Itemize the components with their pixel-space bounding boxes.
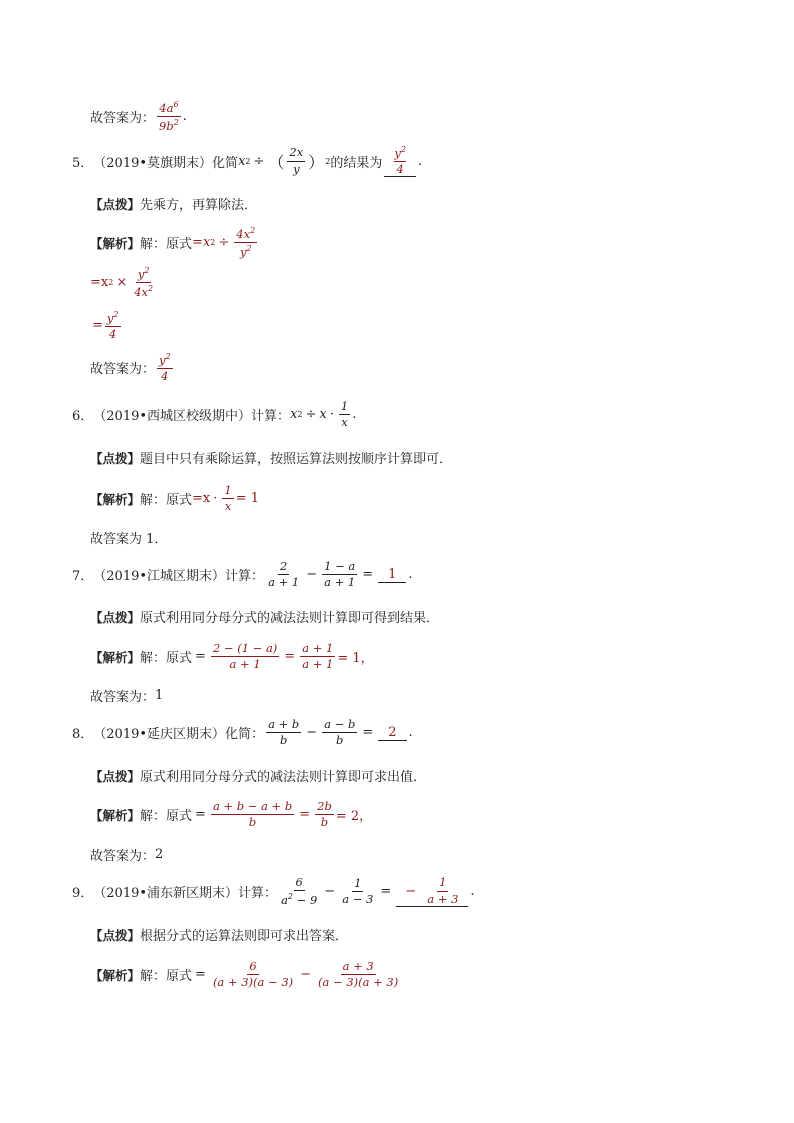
solution-fraction — [315, 800, 334, 829]
fraction-denominator: y — [293, 161, 300, 176]
answer-fraction — [157, 100, 181, 133]
hint-text: 题目中只有乘除运算，按照运算法则按顺序计算即可． — [140, 452, 453, 467]
question-fraction — [287, 146, 305, 175]
question-text: 计算： — [251, 409, 291, 425]
equals: = — [195, 807, 206, 823]
q7-hint — [90, 607, 439, 626]
q7-answer — [90, 686, 163, 705]
exponent: 2 — [246, 244, 252, 254]
q6-solution — [90, 484, 259, 513]
fraction-numerator: a + b − a + b — [211, 800, 294, 815]
q5-answer — [90, 352, 175, 383]
hint-text: 原式利用同分母分式的减法法则计算即可求出值． — [140, 770, 427, 785]
solution-label: 【解析】 — [90, 649, 141, 665]
fraction-denominator: a — [281, 893, 288, 908]
solution-fraction — [300, 642, 335, 671]
paren-close: ） — [308, 152, 325, 172]
fraction-denominator: 4x — [134, 284, 149, 299]
q6-answer — [90, 528, 167, 547]
solution-fraction — [211, 800, 294, 829]
equals: = — [192, 235, 203, 251]
exponent: 2 — [210, 238, 216, 248]
math-var: x — [238, 153, 246, 169]
answer-blank — [384, 145, 416, 177]
minus-sign: − — [324, 884, 336, 900]
q7-solution — [90, 642, 374, 671]
hint-label: 【点拨】 — [90, 609, 141, 625]
math-var: x — [319, 407, 327, 423]
equals: = — [92, 318, 103, 334]
question-fraction — [266, 560, 301, 589]
fraction-denominator: a + 1 — [229, 657, 261, 672]
solution-intro: 解：原式 — [140, 651, 193, 667]
question-source: （2019•延庆区期末） — [93, 727, 226, 743]
question-9 — [72, 876, 475, 907]
question-number: 8． — [72, 727, 94, 743]
equals: = — [362, 725, 374, 741]
q8-answer — [90, 845, 163, 864]
exponent: 2 — [165, 352, 171, 361]
fraction-numerator: 1 — [437, 876, 448, 891]
hint-text: 先乘方，再算除法． — [140, 198, 258, 213]
fraction-denominator: 4 — [396, 162, 404, 177]
result: = 2， — [335, 809, 373, 825]
prev-answer — [90, 100, 187, 133]
q5-hint — [90, 194, 257, 213]
exponent: 6 — [173, 100, 179, 109]
minus-sign: − — [300, 967, 312, 983]
answer-blank: 1 — [378, 567, 406, 583]
q9-hint — [90, 925, 348, 944]
question-fraction — [322, 560, 357, 589]
fraction-numerator: y — [394, 145, 401, 160]
equals-term: =x — [90, 275, 109, 291]
exponent: 2 — [113, 310, 119, 319]
solution-label: 【解析】 — [90, 491, 141, 507]
blank-fraction — [392, 145, 408, 176]
question-8 — [72, 718, 413, 747]
question-number: 7． — [72, 569, 94, 585]
solution-fraction — [234, 226, 257, 259]
fraction-numerator: 4x — [236, 226, 251, 241]
equals: = — [299, 807, 311, 823]
hint-text: 根据分式的运算法则即可求出答案． — [140, 929, 349, 944]
equals: = — [380, 884, 392, 900]
period: . — [408, 725, 413, 741]
exponent: 2 — [297, 410, 303, 420]
fraction-denominator: a + 1 — [302, 657, 334, 672]
fraction-denominator-tail: − 9 — [293, 893, 318, 908]
fraction-denominator: a − 3 — [342, 892, 374, 907]
question-fraction — [340, 877, 375, 906]
question-5 — [72, 145, 422, 177]
answer-label: 故答案为： — [90, 111, 156, 127]
question-text: 化简： — [225, 727, 265, 743]
equals: = — [195, 649, 206, 665]
blank-fraction — [425, 876, 460, 905]
period: . — [417, 153, 423, 169]
period: . — [408, 567, 413, 583]
exponent: 2 — [325, 156, 331, 166]
fraction-denominator: b — [279, 733, 288, 748]
q8-solution — [90, 800, 372, 829]
question-6 — [72, 400, 356, 429]
period: . — [352, 407, 357, 423]
question-source: （2019•浦东新区期末） — [93, 886, 239, 902]
hint-label: 【点拨】 — [90, 450, 141, 466]
question-fraction — [339, 400, 350, 429]
fraction-denominator: (a + 3)(a − 3) — [212, 975, 294, 990]
fraction-numerator: a + b — [266, 718, 301, 733]
question-source: （2019•莫旗期末） — [93, 155, 213, 171]
question-number: 5． — [72, 155, 94, 171]
answer-blank: 2 — [378, 725, 406, 741]
exponent: 2 — [245, 156, 251, 166]
equals-term: =x — [192, 491, 211, 507]
exponent: 2 — [144, 266, 150, 275]
solution-label: 【解析】 — [90, 807, 141, 823]
fraction-numerator: 1 — [352, 877, 363, 892]
fraction-numerator: 2x — [287, 146, 305, 161]
fraction-numerator: 1 − a — [322, 560, 357, 575]
solution-intro: 解：原式 — [140, 809, 193, 825]
fraction-denominator: y — [239, 244, 247, 259]
fraction-numerator: y — [106, 310, 114, 325]
q5-solution-1 — [90, 226, 259, 259]
fraction-numerator: y — [137, 266, 145, 281]
multiply-dot: · — [329, 407, 334, 423]
solution-intro: 解：原式 — [140, 969, 193, 985]
answer-fraction — [157, 352, 173, 383]
exponent: 2 — [400, 145, 406, 154]
fraction-numerator: a − b — [322, 718, 357, 733]
fraction-denominator: b — [336, 733, 344, 748]
minus-sign: − — [405, 883, 417, 899]
question-number: 9． — [72, 886, 94, 902]
question-fraction — [266, 718, 301, 747]
result: = 1， — [337, 651, 374, 667]
paren-open: （ — [268, 152, 285, 172]
multiply-sign: × — [116, 275, 128, 291]
answer-value: 1 — [155, 688, 164, 703]
exponent: 2 — [250, 226, 256, 235]
fraction-denominator: x — [341, 415, 348, 430]
fraction-numerator: 2 − (1 − a) — [211, 642, 279, 657]
fraction-numerator: y — [159, 352, 166, 367]
q5-solution-2 — [90, 266, 157, 299]
solution-fraction — [132, 266, 155, 299]
fraction-denominator: a + 1 — [324, 575, 356, 590]
q6-hint — [90, 448, 452, 467]
fraction-denominator: b — [320, 815, 329, 830]
question-text: 化简 — [212, 155, 239, 171]
fraction-denominator: a + 1 — [268, 575, 300, 590]
solution-fraction — [211, 642, 279, 671]
fraction-denominator: x — [224, 499, 232, 514]
equals: = — [195, 967, 206, 983]
fraction-numerator: 2 — [278, 560, 289, 575]
answer-label: 故答案为： — [90, 849, 156, 864]
answer-label: 故答案为： — [90, 690, 156, 705]
fraction-denominator: 9b — [159, 118, 174, 133]
fraction-denominator: (a − 3)(a + 3) — [318, 975, 399, 990]
question-text: 计算： — [225, 569, 265, 585]
question-source: （2019•江城区期末） — [93, 569, 226, 585]
q8-hint — [90, 766, 426, 785]
math-var: x — [202, 235, 211, 251]
exponent: 2 — [287, 892, 294, 902]
fraction-denominator: 4 — [109, 327, 117, 342]
solution-fraction — [222, 484, 233, 513]
hint-label: 【点拨】 — [90, 768, 141, 784]
answer-text: 故答案为 1． — [90, 532, 168, 547]
solution-fraction — [105, 310, 121, 341]
period: . — [470, 884, 475, 900]
question-source: （2019•西城区校级期中） — [93, 409, 252, 425]
fraction-numerator: a + 3 — [341, 960, 376, 975]
period: . — [182, 109, 187, 125]
equals: = — [362, 567, 374, 583]
solution-fraction — [316, 960, 400, 989]
hint-label: 【点拨】 — [90, 196, 141, 212]
fraction-numerator: a + 1 — [300, 642, 335, 657]
answer-value: 2 — [155, 847, 164, 862]
fraction-denominator: 4 — [161, 369, 169, 384]
question-fraction — [279, 876, 319, 907]
question-fraction — [322, 718, 357, 747]
question-number: 6． — [72, 409, 94, 425]
question-text: 的结果为 — [330, 155, 383, 171]
fraction-numerator: 1 — [339, 400, 350, 415]
multiply-dot: · — [213, 491, 218, 507]
fraction-numerator: 2b — [315, 800, 334, 815]
result: = 1 — [235, 491, 260, 507]
hint-text: 原式利用同分母分式的减法法则计算即可得到结果． — [140, 611, 440, 626]
solution-intro: 解：原式 — [140, 237, 193, 253]
solution-label: 【解析】 — [90, 235, 141, 251]
solution-label: 【解析】 — [90, 967, 141, 983]
exponent: 2 — [108, 278, 114, 288]
answer-blank — [396, 876, 468, 906]
exponent: 2 — [148, 284, 154, 294]
divide-sign: ÷ — [305, 407, 317, 423]
fraction-numerator: 6 — [247, 960, 258, 975]
question-7 — [72, 560, 413, 589]
question-text: 计算： — [238, 886, 278, 902]
solution-intro: 解：原式 — [140, 493, 193, 509]
fraction-denominator: b — [248, 815, 257, 830]
answer-label: 故答案为： — [90, 362, 156, 378]
minus-sign: − — [306, 725, 318, 741]
divide-sign: ÷ — [253, 153, 265, 169]
equals: = — [284, 649, 296, 665]
q5-solution-3 — [92, 310, 123, 341]
fraction-denominator: a + 3 — [427, 891, 459, 906]
math-var: x — [290, 407, 298, 423]
hint-label: 【点拨】 — [90, 927, 141, 943]
fraction-numerator: 4a — [159, 100, 174, 115]
minus-sign: − — [306, 567, 318, 583]
fraction-numerator: 1 — [222, 484, 233, 499]
q9-solution — [90, 960, 402, 989]
fraction-numerator: 6 — [294, 876, 305, 891]
exponent: 2 — [173, 118, 179, 128]
divide-sign: ÷ — [218, 235, 230, 251]
solution-fraction — [211, 960, 295, 989]
